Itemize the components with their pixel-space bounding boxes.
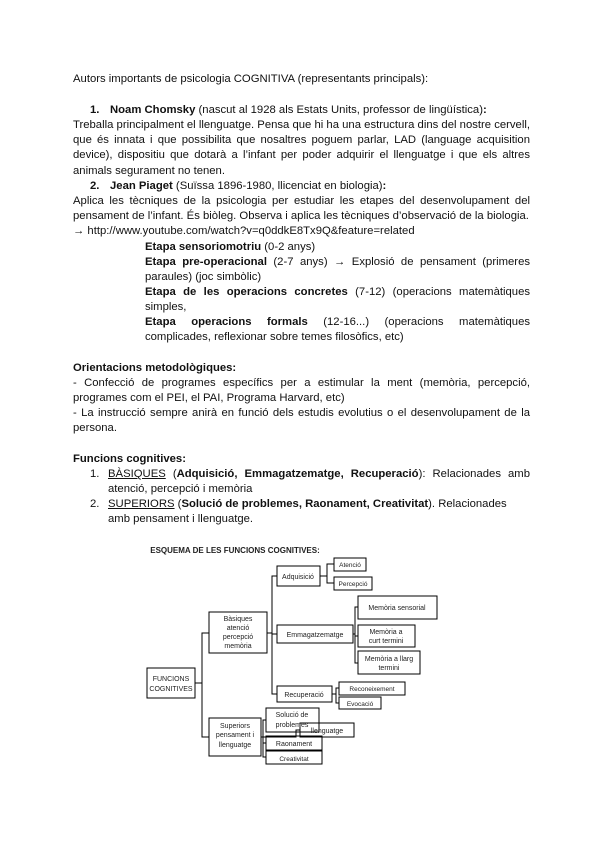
connector-recup-reconeixement [332, 688, 339, 694]
intro-line: Autors importants de psicologia COGNITIVA (representants principals): [73, 73, 429, 85]
solucio-line-1: Solució de [275, 712, 309, 719]
atencio-label: Atenció [339, 562, 361, 569]
superiors-line-3: llenguatge [218, 742, 252, 749]
chomsky-colon: : [482, 104, 487, 116]
diagram-title: ESQUEMA DE LES FUNCIONS COGNITIVES: [150, 546, 320, 555]
funcions-close: ). Relacionades amb pensament i llenguatge. [108, 498, 507, 526]
connector-adquisicio-percepcio [327, 576, 334, 583]
funcions-bold: Solució de problemes, Raonament, Creativitat [181, 498, 429, 510]
llenguatge-label: llenguatge [310, 728, 344, 735]
orientacions-item-1: - Confecció de programes específics per a estimular la ment (memòria, percepció, programes com el PEI, el PAI, Programa Harvard, etc) [73, 377, 530, 405]
superiors-line-2: pensament i [215, 732, 255, 739]
orientacions-item-2: - La instrucció sempre anirà en funció dels estudis evolutius o el desenvolupament de la persona. [73, 407, 530, 435]
reconeixement-label: Reconeixement [349, 686, 395, 693]
stage-desc: (0-2 anys) [261, 241, 316, 253]
stage-name: Etapa de les operacions concretes [145, 286, 348, 298]
percepcio-label: Percepció [338, 581, 368, 588]
funcions-open: ( [165, 468, 177, 480]
chomsky-text: Treballa principalment el llenguatge. Pensa que hi ha una estructura dins del nostre cervell, que és innata i que possibilita que nosaltres poguem parlar, LAD (language acquisition device), dispositiu que dotarà a l’infant per poder adquirir el llenguatge i que els altres animals segurament no tenen. [73, 119, 530, 177]
basiques-line-4: memòria [224, 643, 252, 650]
llarg-line-1: Memòria a llarg [364, 656, 414, 663]
sensorial-label: Memòria sensorial [368, 605, 426, 612]
llarg-line-2: termini [378, 665, 400, 672]
funcions-open: ( [174, 498, 182, 510]
root-line-1: FUNCIONS [152, 676, 190, 683]
basiques-line-3: percepció [222, 634, 254, 641]
funcions-bold: Adquisició, Emmagatzematge, Recuperació [176, 468, 419, 480]
orientacions-heading-text: Orientacions metodològiques: [73, 362, 237, 374]
piaget-info: (Suïssa 1896-1980, llicenciat en biologia) [172, 180, 383, 192]
funcions-number-2: 2. [90, 498, 100, 510]
stage-desc: (2-7 anys) → Explosió de pensament (primeres paraules) (joc simbòlic) [145, 256, 530, 284]
connector-basiques-emmagatzematge [272, 633, 277, 634]
node-root-box [147, 668, 195, 698]
piaget-text: Aplica les tècniques de la psicologia per estudiar les etapes del desenvolupament del pensament de l’infant. És biòleg. Observa i aplica les tècniques d’observació de la biologia. [73, 195, 530, 223]
funcions-heading-text: Funcions cognitives: [73, 453, 186, 465]
connector-adquisicio-atencio [320, 564, 334, 576]
funcions-close: ): Relacionades amb atenció, percepció i memòria [108, 468, 530, 496]
connector-root-superiors [202, 683, 209, 737]
connector-emm-sensorial [353, 607, 358, 634]
piaget-name: Jean Piaget [110, 180, 173, 192]
piaget-link[interactable]: → http://www.youtube.com/watch?v=q0ddkE8Tx9Q&feature=related [73, 225, 415, 237]
raonament-label: Raonament [275, 741, 313, 748]
piaget-colon: : [382, 180, 387, 192]
stage-name: Etapa operacions formals [145, 316, 308, 328]
basiques-line-1: Bàsiques [223, 616, 253, 623]
funcions-label: SUPERIORS [108, 498, 175, 510]
creativitat-label: Creativitat [279, 756, 309, 763]
stage-desc: (12-16...) (operacions matemàtiques complicades, reflexionar sobre temes filosòfics, etc) [145, 316, 530, 344]
adquisicio-label: Adquisició [282, 574, 314, 581]
funcions-number-1: 1. [90, 468, 100, 480]
curt-line-1: Memòria a [369, 629, 403, 636]
solucio-line-2: problemes [275, 722, 309, 729]
chomsky-info: (nascut al 1928 als Estats Units, professor de lingüística) [195, 104, 483, 116]
root-line-2: COGNITIVES [149, 686, 193, 693]
funcions-label: BÀSIQUES [108, 468, 166, 480]
evocacio-label: Evocació [346, 701, 374, 708]
connector-basiques-recuperacio [272, 633, 277, 694]
basiques-line-2: atenció [226, 625, 250, 632]
chomsky-number: 1. [90, 104, 100, 116]
connector-basiques-adquisicio [267, 576, 277, 633]
stage-name: Etapa sensoriomotriu [145, 241, 262, 253]
stage-name: Etapa pre-operacional [145, 256, 267, 268]
recuperacio-label: Recuperació [284, 692, 324, 699]
piaget-number: 2. [90, 180, 100, 192]
emmagatzematge-label: Emmagatzematge [286, 632, 344, 639]
chomsky-name: Noam Chomsky [110, 104, 196, 116]
superiors-line-1: Superiors [220, 723, 250, 730]
stage-desc: (7-12) (operacions matemàtiques simples, [145, 286, 531, 314]
connector-sup-solucio [261, 720, 266, 737]
curt-line-2: curt termini [368, 638, 404, 645]
connector-root-basiques [195, 633, 209, 683]
